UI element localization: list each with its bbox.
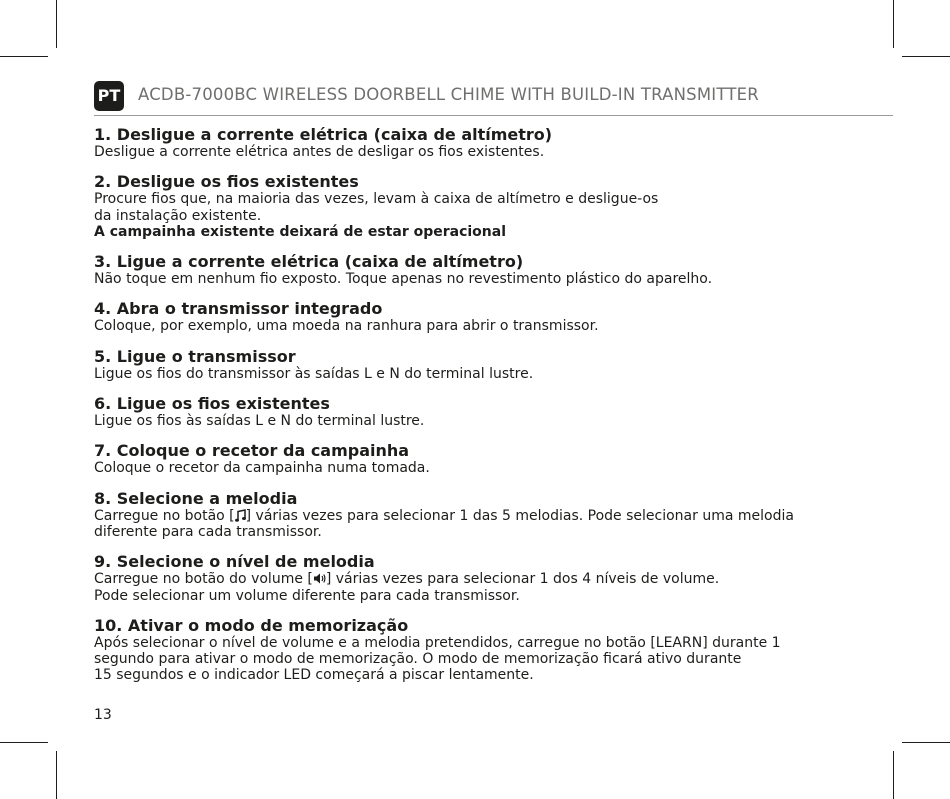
- step-body: [94, 191, 854, 224]
- step-title: 3. Ligue a corrente elétrica (caixa de altímetro): [94, 252, 524, 272]
- step-text: Pode selecionar um volume diferente para cada transmissor.: [94, 587, 520, 604]
- step-text: Desligue a corrente elétrica antes de desligar os fios existentes.: [94, 144, 545, 160]
- step-10: [94, 617, 854, 684]
- step-body: [94, 271, 854, 287]
- volume-icon: [313, 572, 326, 585]
- crop-mark: [893, 0, 894, 48]
- step-title: 6. Ligue os fios existentes: [94, 394, 330, 414]
- step-text: diferente para cada transmissor.: [94, 523, 322, 540]
- step-body: [94, 366, 854, 382]
- page-header: [94, 81, 893, 116]
- step-title: 4. Abra o transmissor integrado: [94, 299, 383, 319]
- step-text: Coloque o recetor da campainha numa tomada.: [94, 460, 430, 477]
- step-2: [94, 173, 854, 240]
- step-text: segundo para ativar o modo de memorização. O modo de memorização ficará ativo durante: [94, 651, 742, 668]
- step-7: [94, 442, 854, 476]
- step-text-line: [94, 508, 854, 524]
- step-text: Coloque, por exemplo, uma moeda na ranhura para abrir o transmissor.: [94, 318, 599, 335]
- crop-mark: [893, 751, 894, 799]
- step-title: 1. Desligue a corrente elétrica (caixa de altímetro): [94, 125, 553, 144]
- step-6: [94, 395, 854, 429]
- step-text: 15 segundos e o indicador LED começará a piscar lentamente.: [94, 667, 534, 684]
- step-body: [94, 571, 854, 604]
- step-9: [94, 553, 854, 604]
- instruction-list: [94, 126, 854, 697]
- page-number: 13: [94, 707, 112, 723]
- crop-mark: [902, 742, 950, 743]
- crop-mark: [56, 0, 57, 48]
- step-title: 9. Selecione o nível de melodia: [94, 552, 375, 572]
- step-8: [94, 490, 854, 541]
- crop-mark: [56, 751, 57, 799]
- crop-mark: [902, 56, 950, 57]
- step-title: 8. Selecione a melodia: [94, 488, 298, 508]
- step-text: ] várias vezes para selecionar 1 das 5 melodias. Pode selecionar uma melodia: [245, 507, 794, 524]
- music-note-icon: [235, 509, 246, 522]
- step-text: Carregue no botão do volume [: [94, 571, 313, 588]
- warning-note: A campainha existente deixará de estar operacional: [94, 223, 507, 240]
- document-title: ACDB-7000BC WIRELESS DOORBELL CHIME WITH BUILD-IN TRANSMITTER: [138, 85, 759, 104]
- step-text: Carregue no botão [: [94, 507, 235, 524]
- step-body: [94, 318, 854, 334]
- crop-mark: [0, 56, 48, 57]
- step-4: [94, 300, 854, 334]
- step-title: 5. Ligue o transmissor: [94, 346, 296, 366]
- step-body: [94, 144, 854, 160]
- step-title: 7. Coloque o recetor da campainha: [94, 441, 410, 461]
- step-text-line: [94, 571, 854, 587]
- step-body: [94, 460, 854, 476]
- step-text: Não toque em nenhum fio exposto. Toque apenas no revestimento plástico do aparelho.: [94, 271, 713, 288]
- step-3: [94, 253, 854, 287]
- step-body: [94, 508, 854, 541]
- step-title: 2. Desligue os fios existentes: [94, 172, 359, 192]
- step-text: Procure fios que, na maioria das vezes, levam à caixa de altímetro e desligue-os: [94, 191, 659, 208]
- language-badge: PT: [94, 81, 124, 111]
- crop-mark: [0, 742, 48, 743]
- step-text: Ligue os fios às saídas L e N do terminal lustre.: [94, 413, 425, 430]
- step-text: ] várias vezes para selecionar 1 dos 4 níveis de volume.: [325, 571, 720, 588]
- step-body: [94, 635, 854, 684]
- step-title: 10. Ativar o modo de memorização: [94, 615, 409, 635]
- step-text: da instalação existente.: [94, 207, 262, 224]
- step-5: [94, 348, 854, 382]
- step-1: [94, 126, 854, 160]
- step-body: [94, 413, 854, 429]
- step-text: Ligue os fios do transmissor às saídas L e N do terminal lustre.: [94, 365, 534, 382]
- step-text: Após selecionar o nível de volume e a melodia pretendidos, carregue no botão [LEARN] durante 1: [94, 634, 781, 651]
